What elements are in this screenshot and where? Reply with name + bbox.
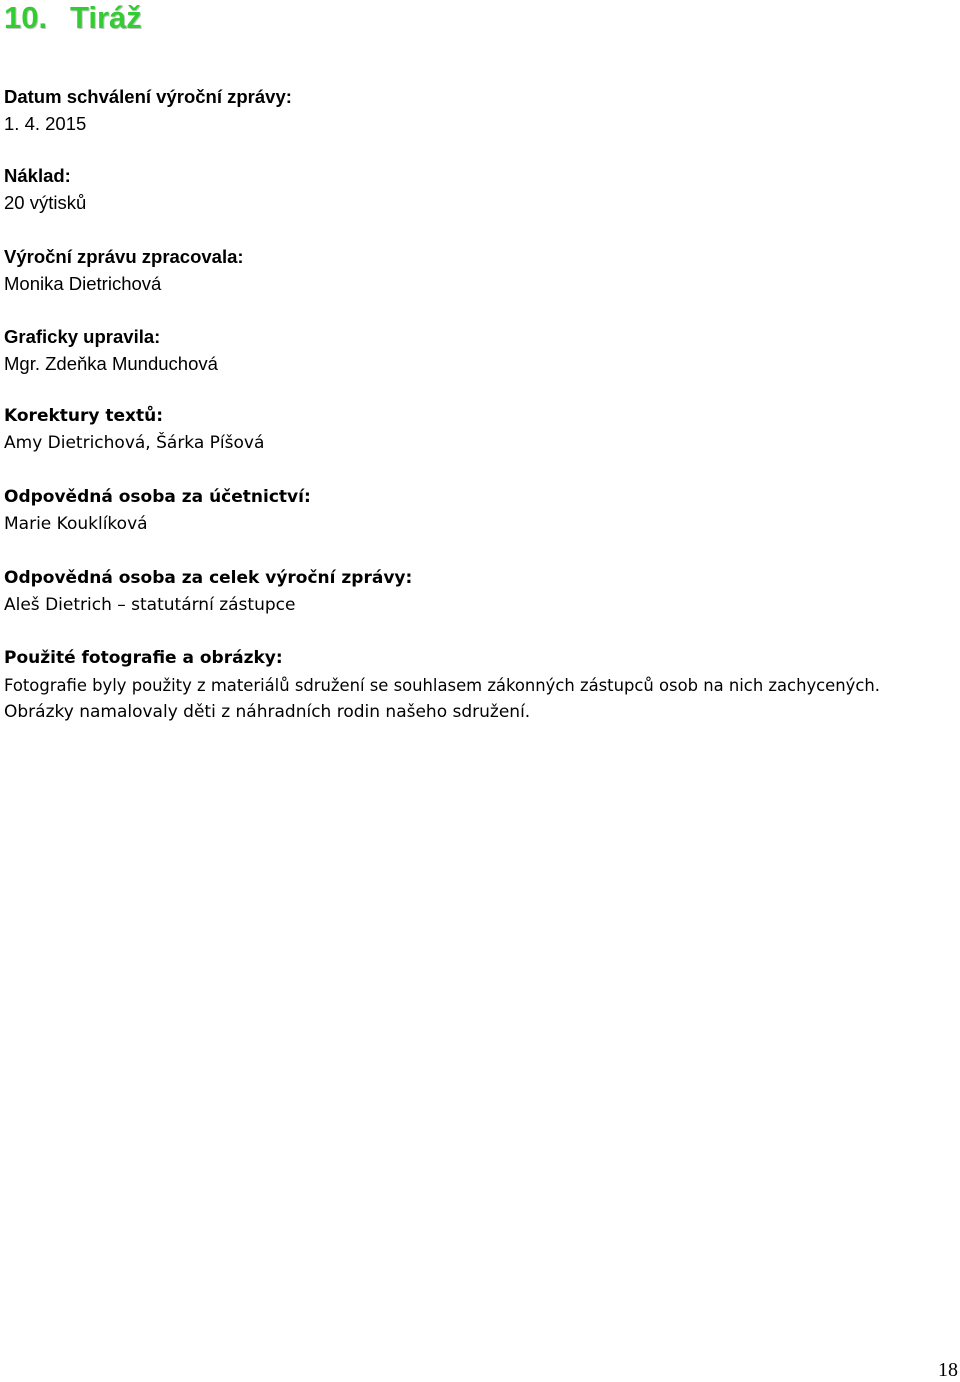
approval-date-label: Datum schválení výroční zprávy: (4, 86, 292, 107)
accounting-value: Marie Kouklíková (4, 514, 148, 534)
graphic-design-label: Graficky upravila: (4, 326, 161, 347)
print-run-label: Náklad: (4, 165, 71, 186)
accounting-label: Odpovědná osoba za účetnictví: (4, 487, 311, 507)
page-number: 18 (938, 1359, 958, 1381)
photo-credits-entry (4, 645, 880, 726)
report-author-entry (4, 243, 244, 297)
responsible-person-label: Odpovědná osoba za celek výroční zprávy: (4, 568, 413, 588)
proofreading-label: Korektury textů: (4, 406, 164, 426)
report-author-label: Výroční zprávu zpracovala: (4, 246, 244, 267)
accounting-entry (4, 484, 311, 538)
print-run-value: 20 výtisků (4, 192, 87, 213)
report-author-value: Monika Dietrichová (4, 273, 162, 294)
responsible-person-entry (4, 565, 412, 619)
section-heading (4, 0, 142, 36)
graphic-design-entry (4, 323, 218, 377)
proofreading-entry (4, 403, 264, 457)
section-number: 10. (4, 0, 48, 35)
drawings-credits-text: Obrázky namalovaly děti z náhradních rodin našeho sdružení. (4, 702, 531, 722)
proofreading-value: Amy Dietrichová, Šárka Píšová (4, 433, 265, 453)
graphic-design-value: Mgr. Zdeňka Munduchová (4, 353, 218, 374)
print-run-entry (4, 162, 86, 216)
approval-date-entry (4, 83, 292, 137)
photo-credits-text: Fotografie byly použity z materiálů sdružení se souhlasem zákonných zástupců osob na nich zachycených. (4, 676, 880, 695)
photo-credits-label: Použité fotografie a obrázky: (4, 648, 283, 668)
approval-date-value: 1. 4. 2015 (4, 113, 87, 134)
responsible-person-value: Aleš Dietrich – statutární zástupce (4, 595, 296, 615)
section-title: Tiráž (70, 0, 142, 35)
